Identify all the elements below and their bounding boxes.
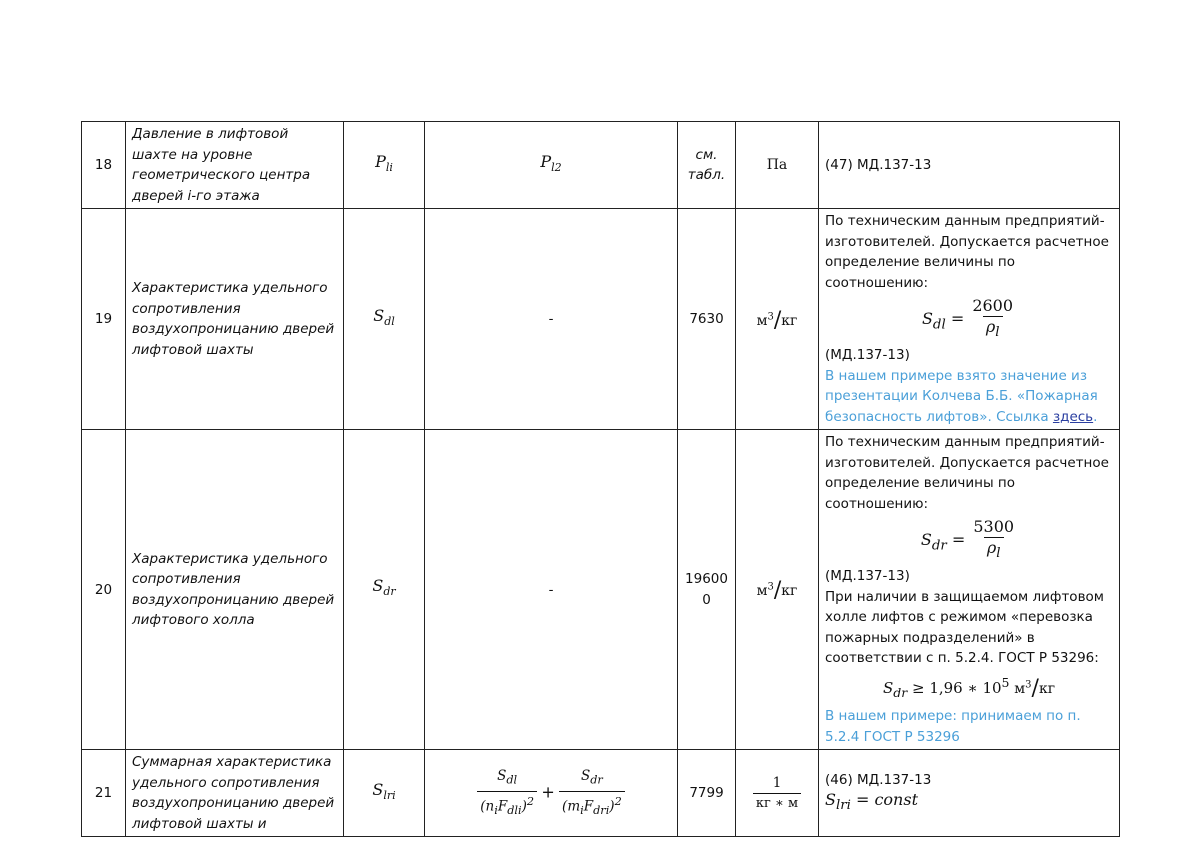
source-reference: (МД.137-13) [825, 347, 910, 364]
parameters-table [81, 121, 1120, 837]
parameter-symbol: $S_{dl}$ [344, 209, 425, 430]
row-number: 19 [82, 209, 126, 430]
row-number: 18 [82, 122, 126, 209]
parameter-value: 7799 [678, 750, 736, 837]
parameter-unit: Па [736, 122, 819, 209]
source-condition: При наличии в защищаемом лифтовом холле лифтов с режимом «перевозка пожарных подразделений» в соответствии с п. 5.2.4. ГОСТ Р 53296: [825, 588, 1104, 667]
source-formula: $S_{dr}$ = $\frac{5300}{\rho_l}$ [825, 517, 1113, 564]
parameter-unit: $м^3/кг$ [736, 430, 819, 750]
parameter-symbol: $S_{lri}$ [344, 750, 425, 837]
parameter-description: Характеристика удельного сопротивления воздухопроницанию дверей лифтовой шахты [126, 209, 344, 430]
parameter-source: (46) МД.137-13 $S_{lri}$ = const [819, 750, 1120, 837]
source-reference: (МД.137-13) [825, 568, 910, 585]
parameter-symbol: $S_{dr}$ [344, 430, 425, 750]
example-note: В нашем примере: принимаем по п. 5.2.4 ГОСТ Р 53296 [825, 708, 1081, 745]
parameter-unit: $\frac{1}{кг ∗ м}$ [736, 750, 819, 837]
row-number: 21 [82, 750, 126, 837]
parameter-formula: $\frac{S_{dl}}{(n_iF_{dli})^2}$ + $\frac{S_{dr}}{(m_iF_{dri})^2}$ [425, 750, 678, 837]
parameter-unit: $м^3/кг$ [736, 209, 819, 430]
parameter-source: (47) МД.137-13 [819, 122, 1120, 209]
parameter-formula: $P_{l2}$ [425, 122, 678, 209]
source-inequality: $S_{dr} \ge 1,96$ ∗ $10^5$ $м^3/кг$ [882, 674, 1056, 701]
example-note: В нашем примере взято значение из презентации Колчева Б.Б. «Пожарная безопасность лифтов». Ссылка [825, 367, 1098, 425]
table-row [82, 122, 1120, 209]
source-link[interactable]: здесь [1052, 408, 1094, 425]
source-formula: $S_{dl}$ = $\frac{2600}{\rho_l}$ [825, 296, 1113, 343]
table-row [82, 430, 1120, 750]
source-equation: $S_{lri}$ = const [825, 790, 918, 814]
table-row [82, 209, 1120, 430]
parameter-description: Характеристика удельного сопротивления воздухопроницанию дверей лифтового холла [126, 430, 344, 750]
parameter-value: 7630 [678, 209, 736, 430]
parameter-formula: - [425, 209, 678, 430]
source-text: По техническим данным предприятий-изготовителей. Допускается расчетное определение величины по соотношению: [825, 434, 1109, 512]
source-text: По техническим данным предприятий-изготовителей. Допускается расчетное определение величины по соотношению: [825, 213, 1109, 291]
parameter-value: 196000 [678, 430, 736, 750]
parameter-description: Суммарная характеристика удельного сопротивления воздухопроницанию дверей лифтовой шахты и [126, 750, 344, 837]
parameter-formula: - [425, 430, 678, 750]
parameter-source [819, 430, 1120, 750]
table-row [82, 750, 1120, 837]
parameter-source: По техническим данным предприятий-изготовителей. Допускается расчетное определение величины по соотношению: $S_{dl}$ = $\frac{2600}{\rho_l}$ (МД.137-13) В нашем примере взято значение из презентации Колчева Б.Б. «Пожарная безопасность лифтов». Ссылка здесь. [819, 209, 1120, 430]
parameter-value: см. табл. [678, 122, 736, 209]
parameter-description: Давление в лифтовой шахте на уровне геометрического центра дверей i-го этажа [126, 122, 344, 209]
parameter-symbol: $P_{li}$ [344, 122, 425, 209]
row-number: 20 [82, 430, 126, 750]
